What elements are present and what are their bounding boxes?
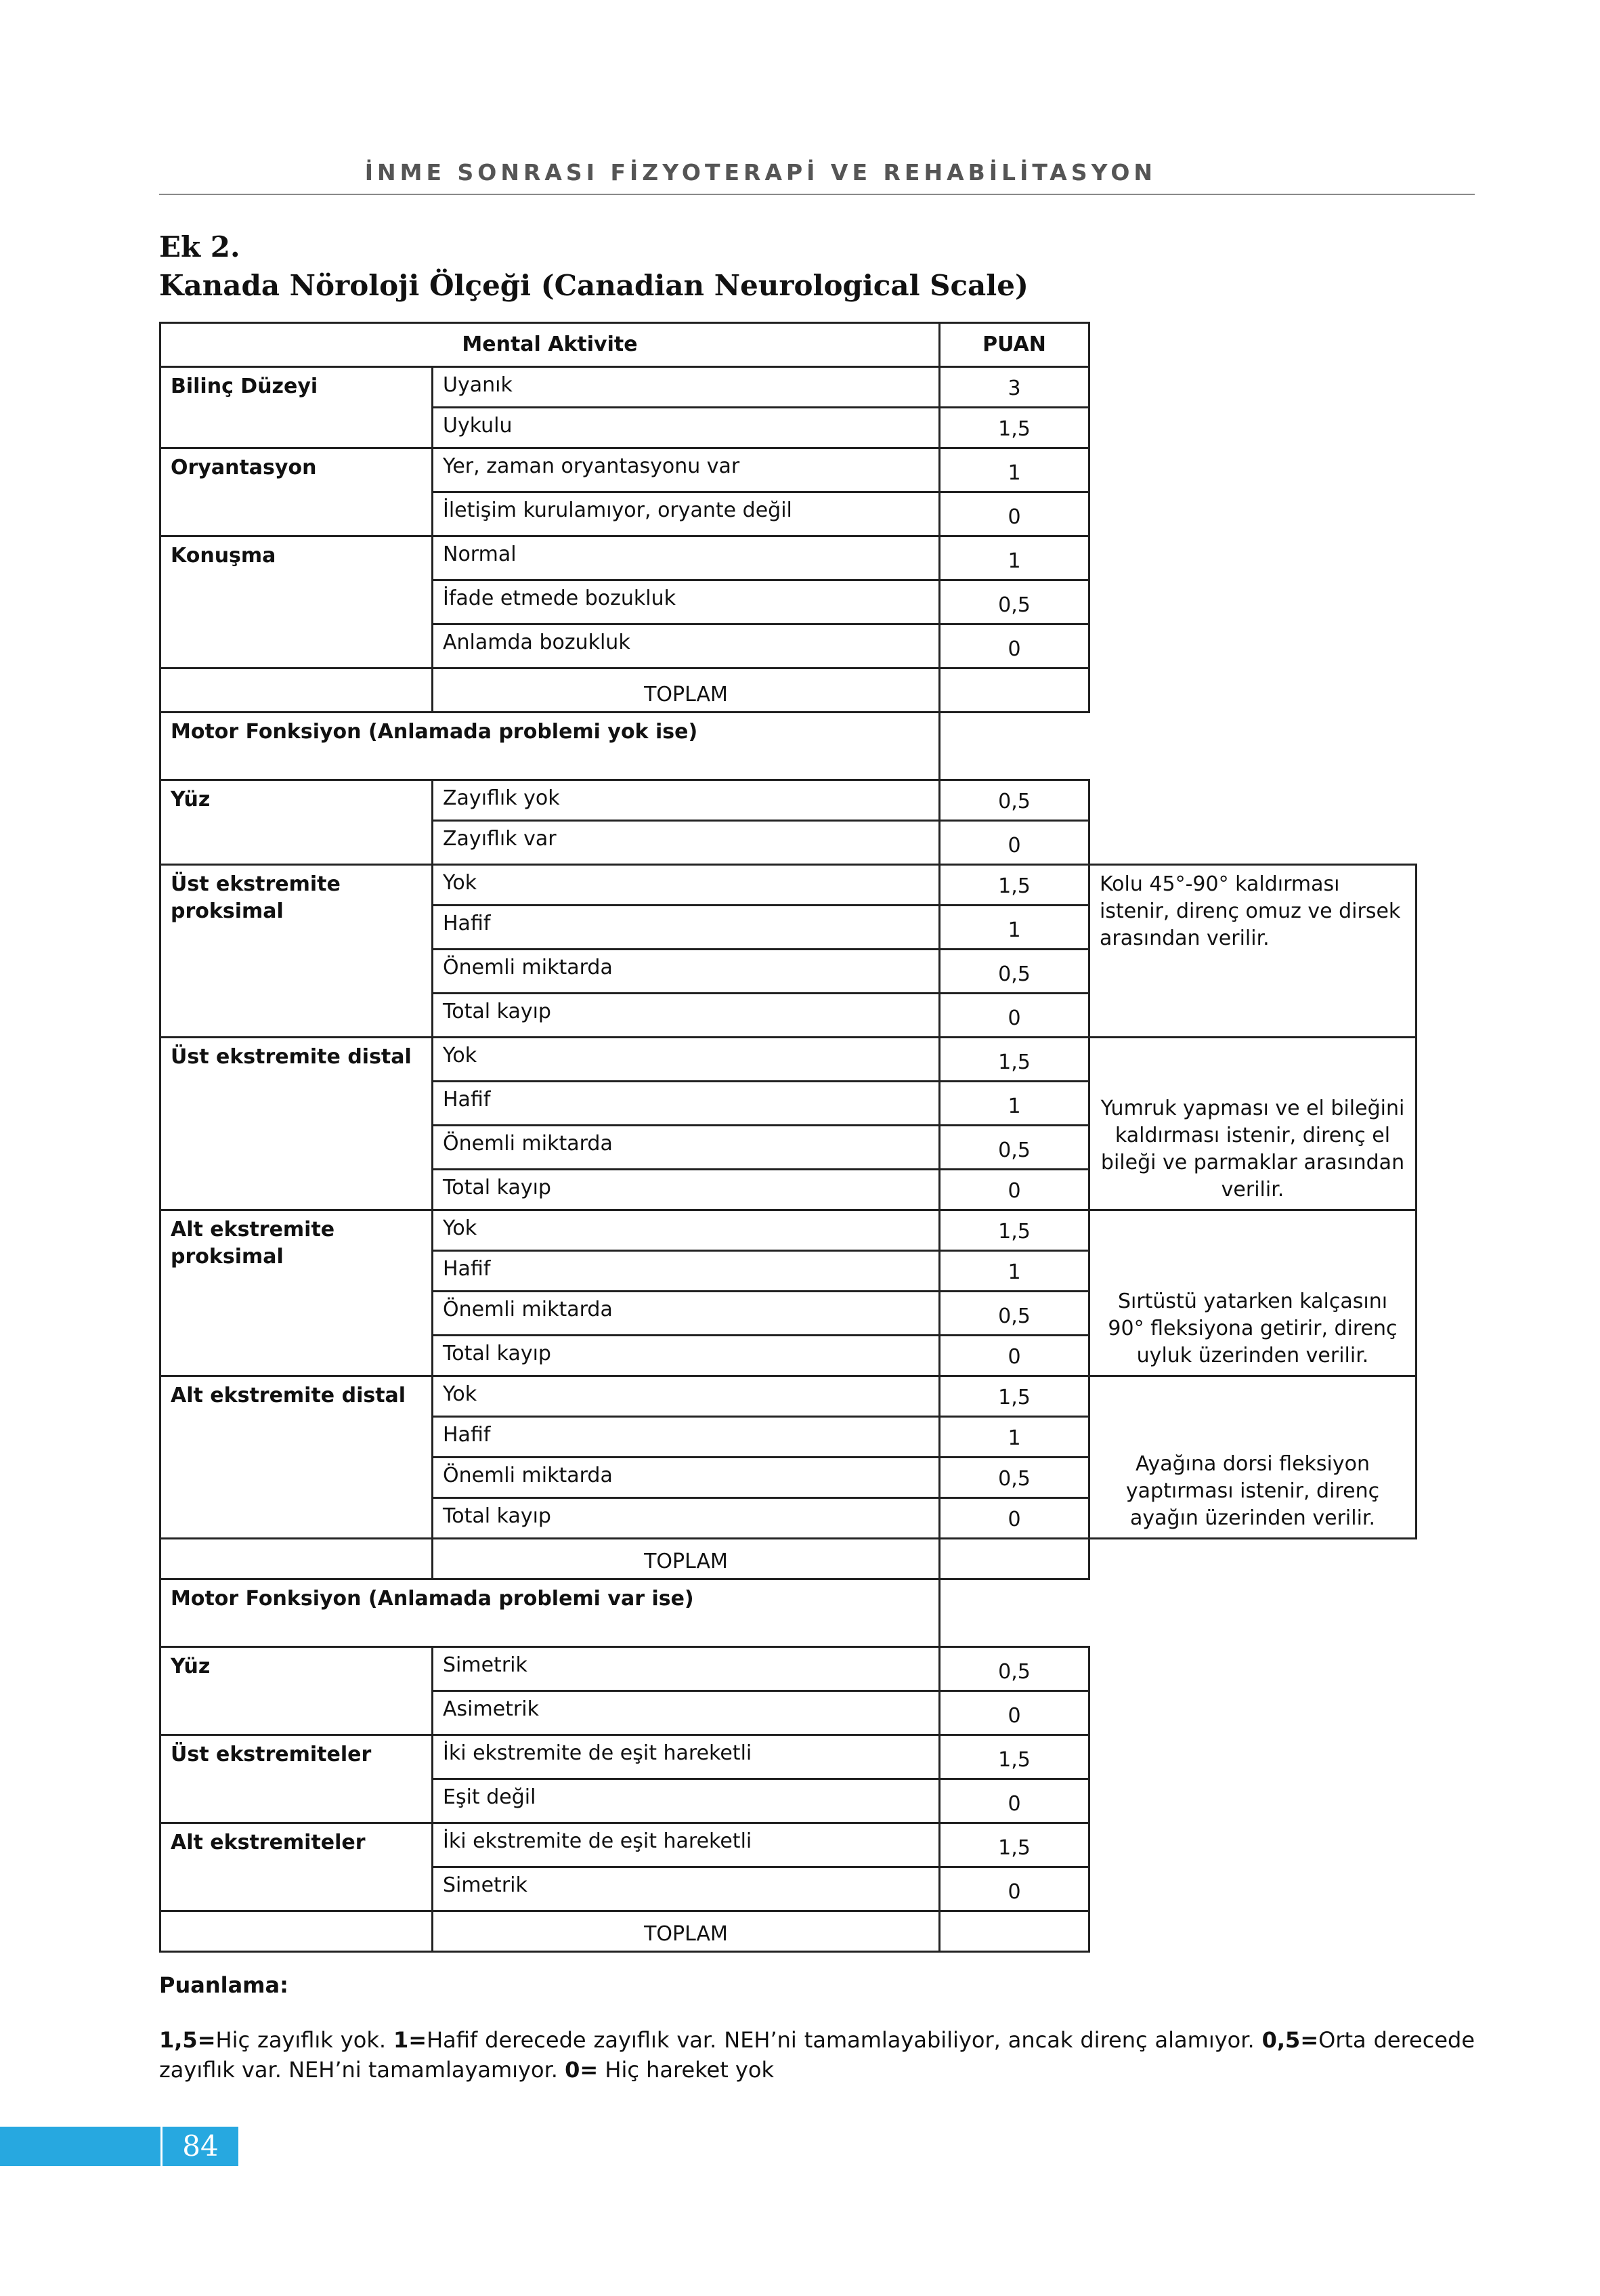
option-cell: Total kayıp <box>431 1168 940 1211</box>
option-cell: Hafif <box>431 1080 940 1126</box>
total-blank <box>159 1910 433 1953</box>
category-label: Alt ekstremite distal <box>159 1375 433 1539</box>
score-cell: 1,5 <box>938 1734 1090 1780</box>
score-cell: 1,5 <box>938 1375 1090 1418</box>
score-cell: 0,5 <box>938 579 1090 625</box>
category-label: Alt ekstremite proksimal <box>159 1209 433 1377</box>
instruction-note: Kolu 45°-90° kaldırması istenir, direnç omuz ve dirsek arasından verilir. <box>1088 864 1417 1038</box>
section-number: Ek 2. <box>159 230 240 263</box>
option-cell: Asimetrik <box>431 1690 940 1736</box>
category-label: Konuşma <box>159 535 433 669</box>
score-cell: 0 <box>938 1778 1090 1824</box>
option-cell: Total kayıp <box>431 1334 940 1377</box>
score-cell: 1 <box>938 535 1090 581</box>
option-cell: Anlamda bozukluk <box>431 623 940 669</box>
option-cell: Önemli miktarda <box>431 1456 940 1499</box>
option-cell: Yok <box>431 1036 940 1082</box>
option-cell: Uyanık <box>431 366 940 408</box>
option-cell: İfade etmede bozukluk <box>431 579 940 625</box>
total-blank <box>159 1537 433 1580</box>
scoring-heading: Puanlama: <box>159 1972 288 1998</box>
option-cell: Önemli miktarda <box>431 948 940 994</box>
score-cell: 1 <box>938 1250 1090 1292</box>
score-cell: 1 <box>938 447 1090 493</box>
score-cell: 0,5 <box>938 779 1090 822</box>
option-cell: Uykulu <box>431 406 940 449</box>
total-label: TOPLAM <box>431 1537 940 1580</box>
score-cell: 0 <box>938 623 1090 669</box>
option-cell: Zayıflık yok <box>431 779 940 822</box>
option-cell: Hafif <box>431 1250 940 1292</box>
score-cell: 1,5 <box>938 1209 1090 1252</box>
score-cell: 1,5 <box>938 1036 1090 1082</box>
option-cell: İletişim kurulamıyor, oryante değil <box>431 491 940 537</box>
page-number: 84 <box>160 2127 238 2166</box>
option-cell: Önemli miktarda <box>431 1290 940 1336</box>
scoring-desc: Hiç zayıflık yok. <box>215 2027 394 2053</box>
score-cell: 1 <box>938 1080 1090 1126</box>
category-label: Alt ekstremiteler <box>159 1822 433 1912</box>
score-cell: 3 <box>938 366 1090 408</box>
category-label: Üst ekstremiteler <box>159 1734 433 1824</box>
instruction-note: Sırtüstü yatarken kalçasını 90° fleksiyona getirir, direnç uyluk üzerinden verilir. <box>1088 1209 1417 1377</box>
category-label: Üst ekstremite distal <box>159 1036 433 1211</box>
score-cell: 0,5 <box>938 1456 1090 1499</box>
score-cell: 0,5 <box>938 1124 1090 1170</box>
score-cell: 0 <box>938 820 1090 866</box>
option-cell: Yer, zaman oryantasyonu var <box>431 447 940 493</box>
scoring-desc: Orta derecede zayıflık var. NEH’ni tamamlayamıyor. <box>159 2027 1475 2083</box>
score-cell: 1 <box>938 904 1090 950</box>
scoring-key: 1,5= <box>159 2027 216 2053</box>
score-cell: 0 <box>938 1866 1090 1912</box>
scoring-desc: Hiç hareket yok <box>598 2057 774 2083</box>
total-value <box>938 1910 1090 1953</box>
category-label: Yüz <box>159 1646 433 1736</box>
option-cell: Eşit değil <box>431 1778 940 1824</box>
score-cell: 0 <box>938 1497 1090 1539</box>
score-cell: 0,5 <box>938 948 1090 994</box>
category-label: Bilinç Düzeyi <box>159 366 433 449</box>
option-cell: Hafif <box>431 1416 940 1458</box>
score-cell: 0 <box>938 491 1090 537</box>
header-score: PUAN <box>938 322 1090 368</box>
scoring-key: 1= <box>393 2027 427 2053</box>
option-cell: Zayıflık var <box>431 820 940 866</box>
category-label: Oryantasyon <box>159 447 433 537</box>
scoring-key: 0,5= <box>1261 2027 1319 2053</box>
header-mental-activity: Mental Aktivite <box>159 322 940 368</box>
instruction-note: Ayağına dorsi fleksiyon yaptırması istenir, direnç ayağın üzerinden verilir. <box>1088 1375 1417 1539</box>
option-cell: Yok <box>431 864 940 906</box>
total-value <box>938 1537 1090 1580</box>
score-cell: 0 <box>938 1690 1090 1736</box>
option-cell: Simetrik <box>431 1866 940 1912</box>
score-cell: 0,5 <box>938 1290 1090 1336</box>
scoring-text <box>159 2025 1475 2085</box>
score-cell: 1,5 <box>938 1822 1090 1868</box>
section-title: Kanada Nöroloji Ölçeği (Canadian Neurological Scale) <box>159 269 1029 302</box>
score-cell: 0 <box>938 992 1090 1038</box>
total-label: TOPLAM <box>431 1910 940 1953</box>
option-cell: Total kayıp <box>431 992 940 1038</box>
option-cell: Yok <box>431 1209 940 1252</box>
score-cell: 0,5 <box>938 1646 1090 1692</box>
category-label: Yüz <box>159 779 433 866</box>
instruction-note: Yumruk yapması ve el bileğini kaldırması istenir, direnç el bileği ve parmaklar arasından verilir. <box>1088 1036 1417 1211</box>
score-cell: 1,5 <box>938 406 1090 449</box>
scoring-key: 0= <box>565 2057 599 2083</box>
option-cell: İki ekstremite de eşit hareketli <box>431 1734 940 1780</box>
option-cell: Total kayıp <box>431 1497 940 1539</box>
option-cell: Normal <box>431 535 940 581</box>
category-label: Üst ekstremite proksimal <box>159 864 433 1038</box>
motor-section-title: Motor Fonksiyon (Anlamada problemi yok ise) <box>159 711 940 781</box>
running-header: İNME SONRASI FİZYOTERAPİ VE REHABİLİTASYON <box>159 163 1475 195</box>
option-cell: Simetrik <box>431 1646 940 1692</box>
total-label: TOPLAM <box>431 667 940 713</box>
option-cell: Önemli miktarda <box>431 1124 940 1170</box>
score-cell: 1,5 <box>938 864 1090 906</box>
option-cell: Yok <box>431 1375 940 1418</box>
score-cell: 0 <box>938 1334 1090 1377</box>
total-value <box>938 667 1090 713</box>
scoring-desc: Hafif derecede zayıflık var. NEH’ni tamamlayabiliyor, ancak direnç alamıyor. <box>427 2027 1262 2053</box>
option-cell: İki ekstremite de eşit hareketli <box>431 1822 940 1868</box>
score-cell: 0 <box>938 1168 1090 1211</box>
option-cell: Hafif <box>431 904 940 950</box>
score-cell: 1 <box>938 1416 1090 1458</box>
total-blank <box>159 667 433 713</box>
motor-section-title: Motor Fonksiyon (Anlamada problemi var ise) <box>159 1578 940 1648</box>
